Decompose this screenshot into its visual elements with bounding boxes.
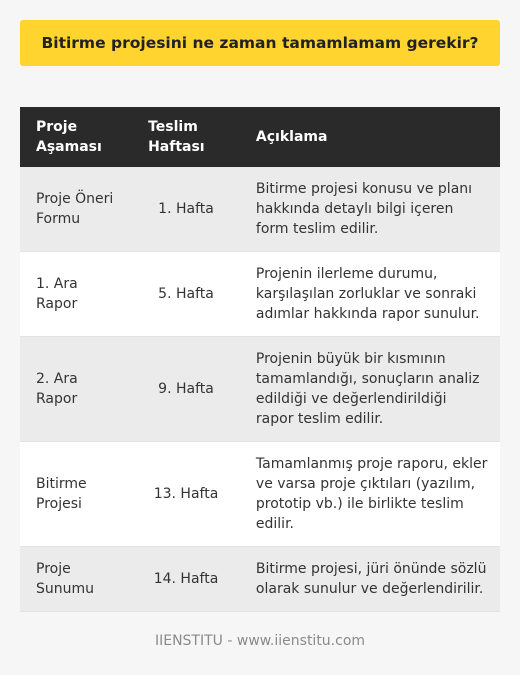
- title-banner: [20, 20, 500, 66]
- cell-week: 13. Hafta: [132, 442, 240, 547]
- schedule-table: [20, 107, 500, 612]
- cell-stage: Proje Öneri Formu: [20, 167, 132, 252]
- cell-description: Tamamlanmış proje raporu, ekler ve varsa proje çıktıları (yazılım, prototip vb.) ile birlikte teslim edilir.: [240, 442, 500, 547]
- cell-week: 1. Hafta: [132, 167, 240, 252]
- cell-description: Projenin ilerleme durumu, karşılaşılan zorluklar ve sonraki adımlar hakkında rapor sunulur.: [240, 252, 500, 337]
- cell-description: Projenin büyük bir kısmının tamamlandığı, sonuçların analiz edildiği ve değerlendirildiği rapor teslim edilir.: [240, 337, 500, 442]
- table-header-row: [20, 107, 500, 167]
- cell-description: Bitirme projesi konusu ve planı hakkında detaylı bilgi içeren form teslim edilir.: [240, 167, 500, 252]
- table-row: [20, 167, 500, 252]
- table-row: [20, 252, 500, 337]
- header-description: Açıklama: [240, 107, 500, 167]
- table-row: [20, 337, 500, 442]
- cell-stage: 1. Ara Rapor: [20, 252, 132, 337]
- header-stage: Proje Aşaması: [20, 107, 132, 167]
- header-week: Teslim Haftası: [132, 107, 240, 167]
- banner-title: Bitirme projesini ne zaman tamamlamam gerekir?: [41, 34, 479, 52]
- cell-week: 9. Hafta: [132, 337, 240, 442]
- cell-week: 14. Hafta: [132, 547, 240, 612]
- cell-stage: Bitirme Projesi: [20, 442, 132, 547]
- table-row: [20, 442, 500, 547]
- cell-description: Bitirme projesi, jüri önünde sözlü olarak sunulur ve değerlendirilir.: [240, 547, 500, 612]
- footer-credit: IIENSTITU - www.iienstitu.com: [154, 633, 366, 649]
- cell-week: 5. Hafta: [132, 252, 240, 337]
- table-row: [20, 547, 500, 612]
- cell-stage: 2. Ara Rapor: [20, 337, 132, 442]
- cell-stage: Proje Sunumu: [20, 547, 132, 612]
